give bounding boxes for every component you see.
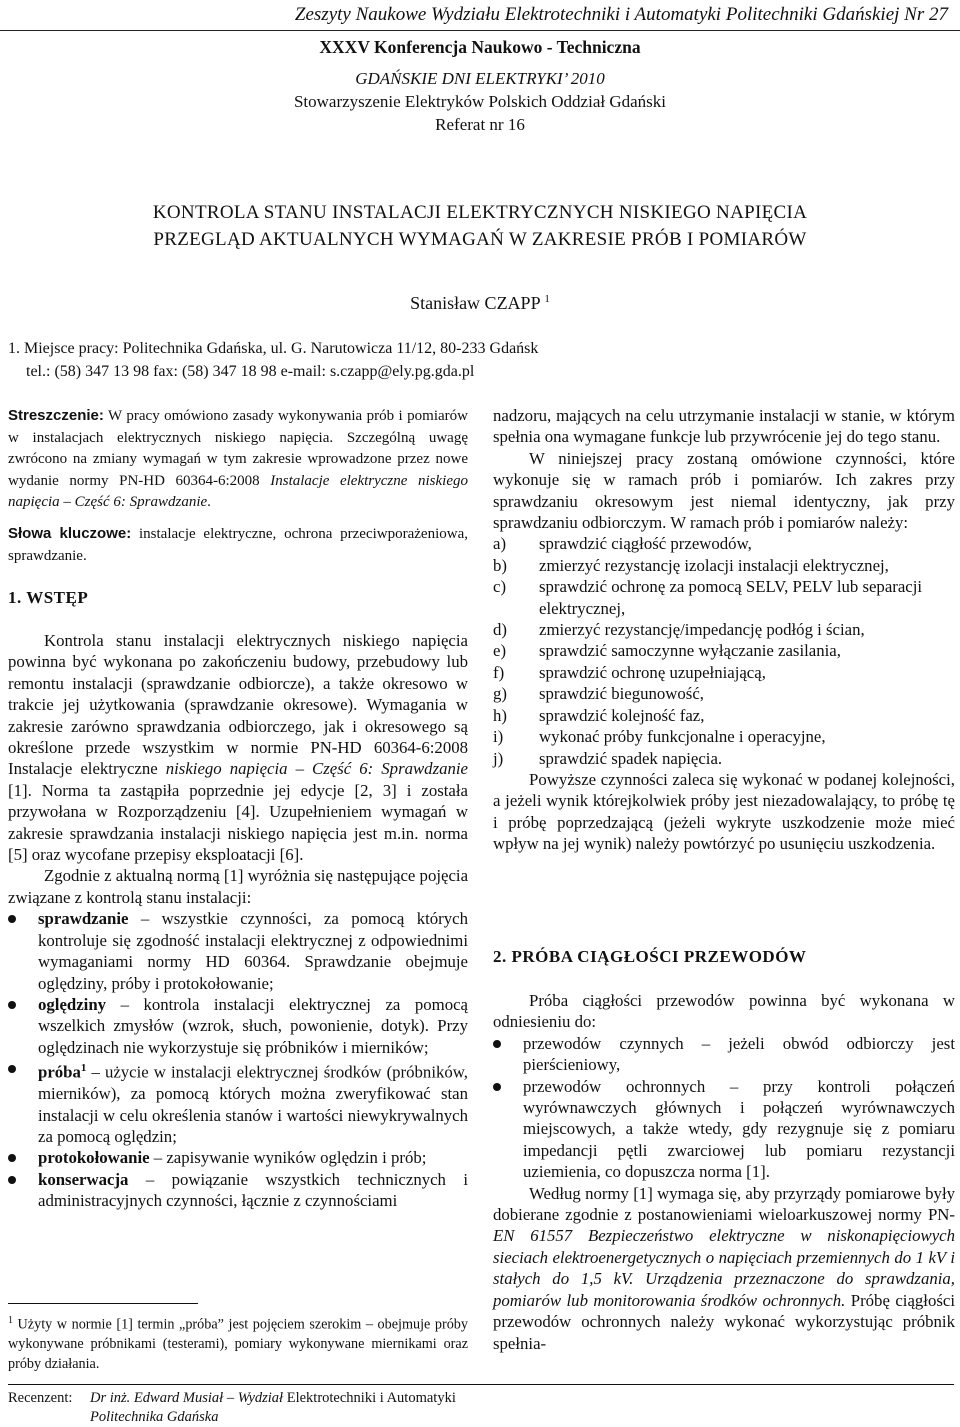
bullet-icon [493, 1083, 501, 1091]
section1-p1-text-b: [1]. Norma ta zastąpiła poprzednie jej edycje [2, 3] i została przywołana w Rozporządzeniu [4]. Uzupełnieniem wymagań w zakresie sprawdzania instalacji niskiego napięcia jest m.in. norma [5] oraz wycofane przepisy eksploatacji [6]. [8, 780, 468, 865]
bullet-icon [493, 1040, 501, 1048]
test-step [493, 576, 955, 619]
section1-p1-italic: niskiego napięcia – Część 6: Sprawdzanie [165, 759, 468, 779]
test-step-text: sprawdzić ochronę za pomocą SELV, PELV lub separacji elektrycznej, [539, 577, 923, 618]
test-step [493, 683, 955, 704]
section2-paragraph1: Próba ciągłości przewodów powinna być wykonana w odniesieniu do: [493, 991, 955, 1032]
abstract-label: Streszczenie: [8, 407, 104, 424]
reviewer-value [90, 1389, 590, 1427]
definition-text: – zapisywanie wyników oględzin i prób; [149, 1148, 427, 1168]
footnote-number: 1 [8, 1315, 13, 1326]
section2-p2-text-a: Według normy [1] wymaga się, aby przyrządy pomiarowe były dobierane zgodnie z postanowieniami wieloarkuszowej normy PN- [493, 1183, 955, 1225]
test-step-text: zmierzyć rezystancję/impedancję podłóg i ścian, [539, 620, 865, 640]
left-column-body [8, 630, 468, 1212]
reviewer-dept: Elektrotechniki i Automatyki [283, 1390, 456, 1406]
section2-body [493, 990, 955, 1354]
section2-heading: 2. PRÓBA CIĄGŁOŚCI PRZEWODÓW [493, 947, 807, 966]
bullet-icon [8, 1154, 16, 1162]
abstract-end: . [207, 494, 211, 510]
running-header-text: Zeszyty Naukowe Wydziału Elektrotechniki i Automatyki Politechniki Gdańskiej Nr 27 [294, 4, 948, 25]
test-step-letter: i) [493, 727, 504, 747]
section1-heading: 1. WSTĘP [8, 588, 89, 607]
definition-term: sprawdzanie [38, 909, 129, 929]
running-header [0, 0, 960, 31]
definition-term: oględziny [38, 994, 107, 1014]
definition-text: – wszystkie czynności, za pomocą których kontroluje się zgodność instalacji elektrycznej z odpowiednimi wymaganiami normy HD 60364. Sprawdzanie obejmuje oględziny, próby i protokołowanie; [38, 909, 468, 993]
test-steps-list [493, 533, 955, 768]
abstract [8, 405, 468, 514]
continuity-item [493, 1076, 955, 1183]
abstract-text: W pracy omówiono zasady wykonywania prób i pomiarów w instalacjach elektrycznych niskiego napięcia. Szczególną uwagę zwrócono na zmiany wymagań w tym zakresie wprowadzone przez nowe wydanie normy PN-HD 60364-6:2008 [8, 408, 468, 489]
test-step [493, 705, 955, 726]
definition-text: – powiązanie wszystkich technicznych i administracyjnych czynności, łącznie z czynnościami [38, 1169, 468, 1211]
definition-item-konserwacja [8, 1169, 468, 1212]
right-paragraph1: W niniejszej pracy zostaną omówione czynności, które wykonuje się w ramach prób i pomiarów. Ich zakres przy sprawdzaniu okresowym jest niemal identyczny, jak przy sprawdzaniu odbiorczym. W ramach prób i pomiarów należy: [493, 448, 955, 533]
definition-item-proba [8, 1058, 468, 1147]
reviewer-institution: Politechnika Gdańska [90, 1409, 219, 1425]
bullet-icon [8, 1065, 16, 1073]
definition-term: próba [38, 1062, 81, 1082]
footnote-marker: 1 [80, 1062, 87, 1075]
author [0, 293, 960, 314]
test-step [493, 748, 955, 769]
affiliation-line1: 1. Miejsce pracy: Politechnika Gdańska, ul. G. Narutowicza 11/12, 80-233 Gdańsk [8, 340, 539, 357]
test-step-letter: f) [493, 662, 505, 682]
section2-paragraph2 [493, 1183, 955, 1354]
paper-title-line1: KONTROLA STANU INSTALACJI ELEKTRYCZNYCH NISKIEGO NAPIĘCIA [152, 202, 808, 223]
bullet-icon [8, 1001, 16, 1009]
test-step [493, 640, 955, 661]
definition-list [8, 908, 468, 1211]
test-step [493, 533, 955, 554]
definition-text: – użycie w instalacji elektrycznej środków (próbników, mierników), za pomocą których można zweryfikować stan instalacji w celu określenia stanów i wartości niewykrywalnych za pomocą oględzin; [38, 1062, 468, 1146]
section2-p2-italic: EN 61557 Bezpieczeństwo elektryczne w niskonapięciowych sieciach elektroenergetycznych o napięciach przemiennych do 1 kV i stałych do 1,5 kV. Urządzenia przeznaczone do sprawdzania, pomiarów lub monitorowania środków ochronnych. [493, 1226, 955, 1310]
section1-p1-text-a: Kontrola stanu instalacji elektrycznych niskiego napięcia powinna być wykonana po zakończeniu budowy, przebudowy lub remontu instalacji (sprawdzanie odbiorcze), a także okresowo w trakcie jej użytkowania (sprawdzanie okresowe). Wymagania w zakresie zarówno sprawdzania odbiorczego, jak i okresowego są określone przede wszystkim w normie PN-HD 60364-6:2008 Instalacje elektryczne [8, 631, 468, 779]
definition-item-ogledziny [8, 994, 468, 1058]
abstract-italic: Instalacje elektryczne niskiego napięcia – Część 6: Sprawdzanie [8, 472, 468, 510]
reviewer-label: Recenzent: [8, 1390, 73, 1406]
section1-paragraph2: Zgodnie z aktualną normą [1] wyróżnia się następujące pojęcia związane z kontrolą stanu instalacji: [8, 866, 469, 907]
test-step-letter: j) [493, 748, 504, 768]
test-step-text: wykonać próby funkcjonalne i operacyjne, [539, 727, 826, 747]
test-step [493, 555, 955, 576]
right-column-body [493, 405, 955, 855]
test-step-letter: h) [493, 705, 507, 725]
test-step [493, 726, 955, 747]
right-paragraph2: Powyższe czynności zaleca się wykonać w podanej kolejności, a jeżeli wynik którejkolwiek próby jest niezadowalający, to próbę tę i próbę poprzedzającą (jeżeli wykryte uszkodzenie może mieć wpływ na jej wynik) należy powtórzyć po usunięciu uszkodzenia. [493, 769, 955, 854]
definition-item-protokolowanie [8, 1147, 468, 1168]
section1-paragraph1 [8, 630, 468, 865]
affiliation-line2: tel.: (58) 347 13 98 fax: (58) 347 18 98 e-mail: s.czapp@ely.pg.gda.pl [26, 363, 475, 380]
test-step-text: sprawdzić biegunowość, [539, 684, 704, 704]
test-step-text: sprawdzić samoczynne wyłączanie zasilania, [539, 641, 841, 661]
paper-title-line2: PRZEGLĄD AKTUALNYCH WYMAGAŃ W ZAKRESIE PRÓB I POMIARÓW [153, 229, 807, 250]
continuity-item-text: przewodów ochronnych – przy kontroli połączeń wyrównawczych głównych i połączeń wyrównawczych miejscowych, a także wtedy, gdy rezygnuje się z pomiaru impedancji pętli zwarciowej lub pomiaru rezystancji uziemienia, co dopuszcza norma [1]. [523, 1076, 955, 1182]
conference-name: XXXV Konferencja Naukowo - Techniczna [319, 37, 641, 57]
test-step-text: zmierzyć rezystancję izolacji instalacji elektrycznej, [539, 555, 889, 575]
continuity-item-text: przewodów czynnych – jeżeli obwód odbiorczy jest pierścieniowy, [523, 1033, 955, 1075]
test-step-text: sprawdzić ciągłość przewodów, [539, 534, 752, 554]
footnote [8, 1311, 468, 1374]
test-step-letter: g) [493, 684, 507, 704]
conference-event: GDAŃSKIE DNI ELEKTRYKI’ 2010 [355, 69, 605, 88]
definition-item-sprawdzanie [8, 908, 468, 994]
bullet-icon [8, 915, 16, 923]
definition-term: konserwacja [38, 1169, 129, 1189]
bottom-separator [8, 1384, 954, 1385]
author-name: Stanisław CZAPP [410, 293, 540, 313]
conference-organizer: Stowarzyszenie Elektryków Polskich Oddział Gdański [293, 92, 667, 111]
keywords-label: Słowa kluczowe: [8, 525, 132, 542]
footnote-text: Użyty w normie [1] termin „próba” jest pojęciem szerokim – obejmuje próby wykonywane próbnikami (testerami), pomiary wykonywane miernikami oraz próby działania. [8, 1316, 468, 1372]
continuity-item [493, 1033, 955, 1076]
footnote-separator [8, 1303, 198, 1304]
author-sup: 1 [544, 293, 550, 305]
test-step-text: sprawdzić kolejność faz, [539, 705, 705, 725]
continuity-list [493, 1033, 955, 1183]
test-step-letter: b) [493, 555, 507, 575]
right-continuation: nadzoru, mających na celu utrzymanie instalacji w stanie, w którym spełnia ona wymagane funkcje lub przywrócenie jej do tego stanu. [493, 406, 955, 447]
definition-text: – kontrola instalacji elektrycznej za pomocą wszelkich zmysłów (wzrok, słuch, powonienie, dotyk). Przy oględzinach nie wykorzystuje się próbników i mierników; [38, 994, 468, 1057]
test-step-letter: e) [493, 641, 507, 661]
test-step [493, 619, 955, 640]
test-step [493, 662, 955, 683]
definition-term: protokołowanie [38, 1148, 150, 1168]
test-step-text: sprawdzić spadek napięcia. [539, 748, 723, 768]
section2-p2-text-b: Próbę ciągłości przewodów ochronnych należy wykonać wykorzystując próbnik spełnia- [493, 1290, 955, 1353]
test-step-letter: c) [493, 577, 507, 597]
test-step-letter: d) [493, 620, 507, 640]
test-step-letter: a) [493, 534, 507, 554]
test-step-text: sprawdzić ochronę uzupełniającą, [539, 662, 766, 682]
bullet-icon [8, 1176, 16, 1184]
reviewer-name: Dr inż. Edward Musiał – Wydział [90, 1390, 284, 1406]
keywords-text: instalacje elektryczne, ochrona przeciwporażeniowa, sprawdzanie. [8, 526, 468, 564]
keywords [8, 523, 468, 567]
paper-number: Referat nr 16 [435, 115, 525, 134]
